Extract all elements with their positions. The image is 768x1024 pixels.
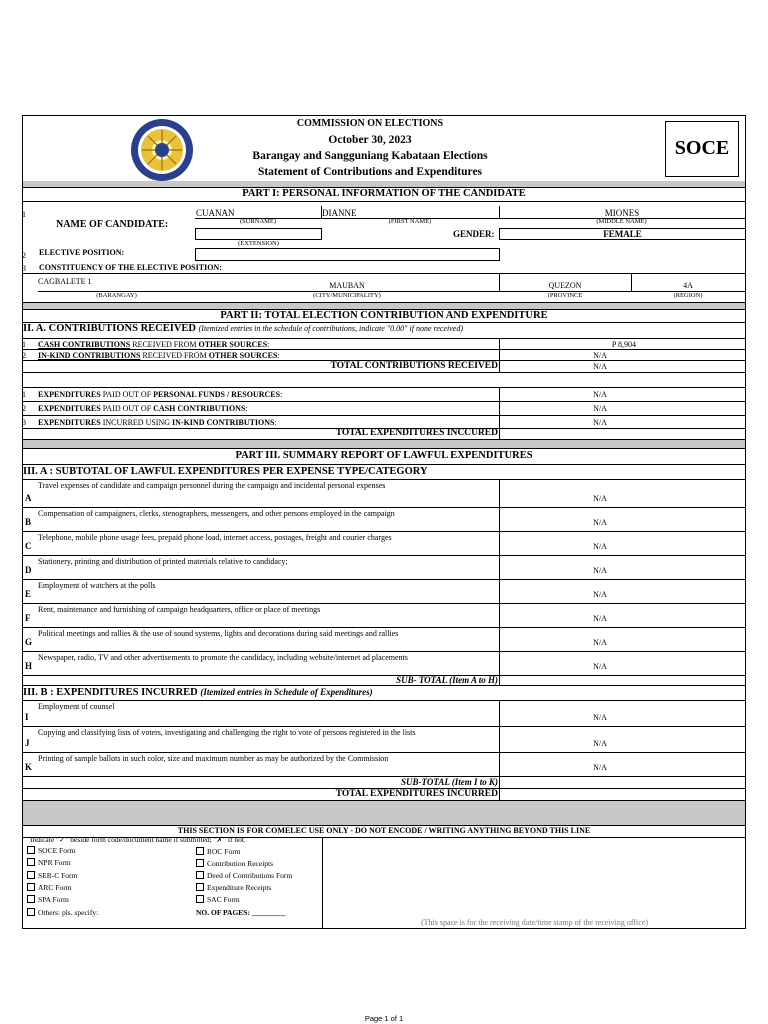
contributions-heading: II. A. CONTRIBUTIONS RECEIVED (Itemized entries in the schedule of contributions, indicate "0.00" if none received) (23, 323, 463, 334)
exp-cash-value: N/A (593, 404, 607, 413)
checklist-label: SPA Form (38, 895, 69, 905)
total-contributions-value: N/A (593, 362, 607, 371)
row-letter: H (25, 661, 33, 671)
checklist-item[interactable] (196, 871, 292, 881)
exp-personal-label: EXPENDITURES PAID OUT OF PERSONAL FUNDS / RESOURCES: (38, 390, 283, 399)
surname-caption: (SURNAME) (239, 218, 277, 225)
city-caption: (CITY/MUNICIPALITY) (313, 292, 381, 299)
middle-name-caption: (MIDDLE NAME) (596, 218, 647, 225)
form-date: October 30, 2023 (328, 134, 412, 146)
exp-cash-label: EXPENDITURES PAID OUT OF CASH CONTRIBUTIONS: (38, 404, 248, 413)
total-contributions-label: TOTAL CONTRIBUTIONS RECEIVED (330, 361, 498, 371)
gender-value: FEMALE (603, 229, 642, 239)
stamp-space-note: (This space is for the receiving date/time stamp of the receiving office) (420, 918, 649, 927)
checklist-item[interactable] (27, 895, 69, 905)
item-number: 3 (22, 264, 26, 273)
checklist-label: SAC Form (207, 895, 240, 904)
expense-description: Printing of sample ballots in such color, size and maximum number as may be authorized by the Commission (38, 754, 389, 763)
middle-name-value: MIONES (604, 208, 640, 218)
row-letter: G (25, 637, 33, 647)
part3-title: PART III. SUMMARY REPORT OF LAWFUL EXPENDITURES (235, 450, 533, 461)
expense-value: N/A (593, 566, 607, 575)
row-letter: K (25, 762, 33, 772)
checklist-label: Expenditure Receipts (207, 883, 272, 892)
part1-title: PART I: PERSONAL INFORMATION OF THE CANDIDATE (242, 188, 526, 199)
checklist-label: NPR Form (38, 858, 71, 868)
checklist-label: Deed of Contributions Form (207, 871, 293, 880)
checkbox-icon[interactable] (27, 908, 35, 916)
row-number: 1 (22, 390, 26, 399)
row-letter: A (25, 493, 32, 503)
checklist-item[interactable] (196, 859, 273, 869)
expense-value: N/A (593, 494, 607, 503)
expense-description: Employment of counsel (38, 702, 115, 711)
checklist-item[interactable] (27, 871, 77, 881)
surname-value: CUANAN (196, 208, 235, 218)
checklist-item[interactable] (196, 847, 241, 857)
expense-description: Rent, maintenance and furnishing of campaign headquarters, office or place of meetings (38, 605, 321, 614)
checklist-item[interactable] (196, 883, 271, 893)
pages-label: NO. OF PAGES: _________ (196, 908, 286, 917)
expense-value: N/A (593, 614, 607, 623)
checklist-label: SER-C Form (38, 870, 78, 880)
city-value: MAUBAN (329, 281, 365, 290)
checklist-item[interactable] (27, 908, 98, 918)
constituency-label: CONSTITUENCY OF THE ELECTIVE POSITION: (39, 263, 222, 272)
expense-description: Compensation of campaigners, clerks, stenographers, messengers, and other persons employed in the campaign (38, 509, 395, 518)
checkbox-icon[interactable] (27, 846, 35, 854)
name-label: NAME OF CANDIDATE: (56, 219, 169, 230)
exp-personal-value: N/A (593, 390, 607, 399)
form-code-box (665, 121, 739, 177)
part2-title: PART II: TOTAL ELECTION CONTRIBUTION AND EXPENDITURE (220, 310, 548, 321)
expense-description: Telephone, mobile phone usage fees, prepaid phone load, internet access, postages, freight and courier charges (38, 533, 392, 542)
exp-inkind-label: EXPENDITURES INCURRED USING IN-KIND CONTRIBUTIONS: (38, 418, 277, 427)
part3b-heading: III. B : EXPENDITURES INCURRED (Itemized entries in Schedule of Expenditures) (23, 687, 373, 698)
row-letter: I (25, 712, 29, 722)
expense-description: Stationery, printing and distribution of printed materials relative to candidacy; (38, 557, 288, 566)
position-label: ELECTIVE POSITION: (39, 248, 125, 257)
extension-caption: (EXTENSION) (238, 240, 279, 247)
item-number: 1 (22, 210, 26, 219)
checkbox-icon[interactable] (27, 895, 35, 903)
row-letter: E (25, 589, 32, 599)
page-number: Page 1 of 1 (364, 1014, 404, 1023)
comelec-banner: THIS SECTION IS FOR COMELEC USE ONLY - DO NOT ENCODE / WRITING ANYTHING BEYOND THIS LINE (177, 826, 591, 835)
cash-contributions-value: P 8,904 (611, 340, 636, 349)
row-number: 2 (22, 351, 26, 360)
expense-value: N/A (593, 662, 607, 671)
row-letter: B (25, 517, 32, 527)
section-divider (23, 440, 745, 448)
gender-label: GENDER: (453, 229, 495, 239)
section-divider (23, 801, 745, 825)
total-expenditures-label: TOTAL EXPENDITURES INCCURED (335, 428, 498, 438)
checklist-label: Contribution Receipts (207, 859, 274, 868)
checklist-instruction: Indicate "✓" beside form code/document name if submitted; "✗" if not. (30, 835, 246, 844)
checkbox-icon[interactable] (196, 847, 204, 855)
expense-description: Political meetings and rallies & the use of sound systems, lights and decorations during said meetings and rallies (38, 629, 399, 638)
expense-value: N/A (593, 542, 607, 551)
expense-value: N/A (593, 518, 607, 527)
checklist-label: ARC Form (38, 882, 72, 892)
row-number: 1 (22, 340, 26, 349)
first-name-value: DIANNE (322, 208, 357, 218)
barangay-value: CAGBALETE 1 (38, 277, 92, 286)
expense-value: N/A (593, 638, 607, 647)
agency-name: COMMISSION ON ELECTIONS (296, 118, 444, 129)
row-letter: D (25, 565, 32, 575)
checklist-item[interactable] (196, 895, 240, 905)
checkbox-icon[interactable] (196, 871, 204, 879)
province-value: QUEZON (548, 281, 582, 290)
checkbox-icon[interactable] (27, 858, 35, 866)
expense-value: N/A (593, 763, 607, 772)
subtotal-a-label: SUB- TOTAL (Item A to H) (396, 675, 498, 685)
checklist-label: SOCE Form (38, 846, 76, 855)
expense-description: Copying and classifying lists of voters, investigating and challenging the right to vote of persons registered in the lists (38, 728, 416, 737)
expense-description: Travel expenses of candidate and campaign personnel during the campaign and incidental personal expenses (38, 481, 386, 490)
expense-value: N/A (593, 739, 607, 748)
subtotal-b-label: SUB-TOTAL (Item I to K) (400, 777, 498, 787)
region-caption: (REGION) (673, 292, 703, 299)
form-code: SOCE (674, 137, 730, 159)
checkbox-icon[interactable] (196, 859, 204, 867)
part3a-heading: III. A : SUBTOTAL OF LAWFUL EXPENDITURES PER EXPENSE TYPE/CATEGORY (23, 466, 428, 477)
checkbox-icon[interactable] (27, 883, 35, 891)
expense-description: Newspaper, radio, TV and other advertisements to promote the candidacy, including website/internet ad placements (38, 653, 408, 662)
checkbox-icon[interactable] (27, 871, 35, 879)
region-value: 4A (683, 281, 693, 290)
expense-value: N/A (593, 590, 607, 599)
checklist-item[interactable] (27, 858, 71, 868)
item-number: 2 (22, 251, 26, 260)
checkbox-icon[interactable] (196, 883, 204, 891)
total-expenditures-incurred-label: TOTAL EXPENDITURES INCURRED (335, 789, 498, 799)
extension-field[interactable] (195, 228, 322, 240)
expense-value: N/A (593, 713, 607, 722)
election-name: Barangay and Sangguniang Kabataan Elections (252, 150, 488, 162)
form-title: Statement of Contributions and Expenditures (257, 166, 483, 178)
checkbox-icon[interactable] (196, 895, 204, 903)
checklist-item[interactable] (27, 883, 72, 893)
row-number: 2 (22, 404, 26, 413)
row-letter: J (25, 738, 30, 748)
inkind-contributions-value: N/A (593, 351, 607, 360)
first-name-caption: (FIRST NAME) (388, 218, 432, 225)
row-number: 3 (22, 418, 26, 427)
comelec-seal-icon (130, 118, 194, 182)
position-field[interactable] (195, 248, 500, 261)
inkind-contributions-label: IN-KIND CONTRIBUTIONS RECEIVED FROM OTHER SOURCES: (38, 351, 280, 360)
exp-inkind-value: N/A (593, 418, 607, 427)
row-letter: C (25, 541, 32, 551)
checklist-label: Others: pls. specify: (38, 907, 99, 917)
barangay-caption: (BARANGAY) (96, 292, 137, 299)
province-caption: (PROVINCE (547, 292, 583, 299)
checklist-item[interactable] (27, 846, 75, 856)
cash-contributions-label: CASH CONTRIBUTIONS RECEIVED FROM OTHER SOURCES: (38, 340, 270, 349)
row-letter: F (25, 613, 31, 623)
expense-description: Employment of watchers at the polls (38, 581, 156, 590)
checklist-label: ROC Form (207, 847, 241, 856)
